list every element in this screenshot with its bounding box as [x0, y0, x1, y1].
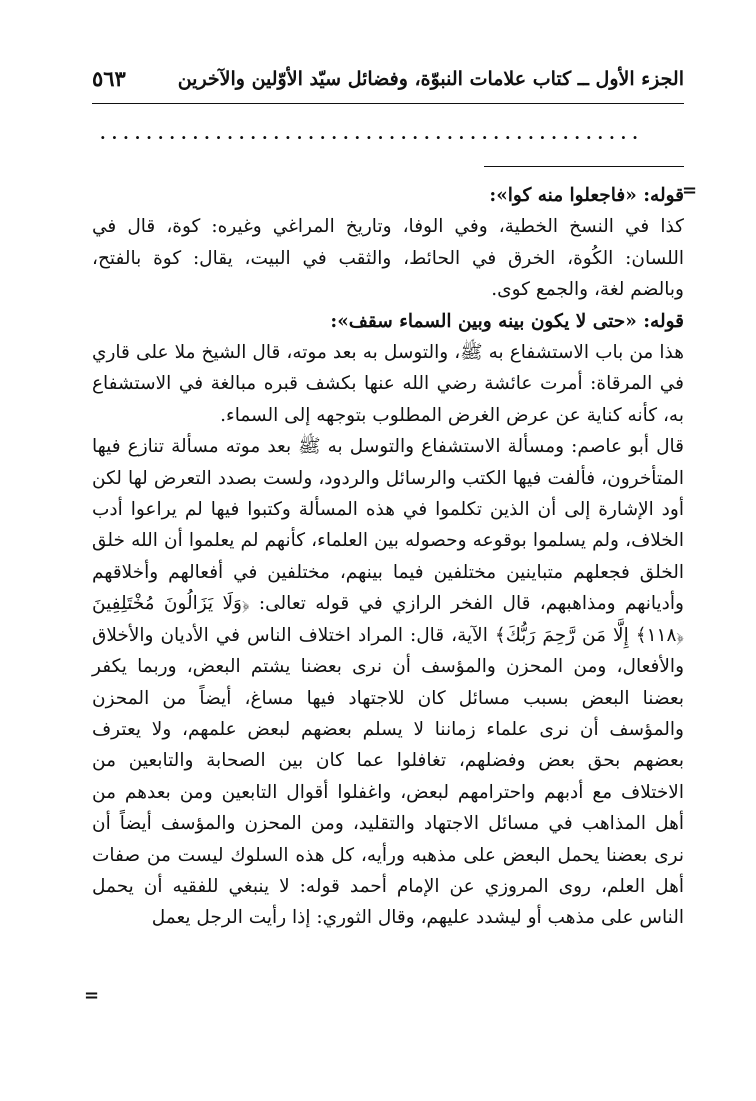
running-title: الجزء الأول ــ كتاب علامات النبوّة، وفضائل سيّد الأوّلين والآخرين: [177, 68, 684, 90]
footnote-rule: [484, 166, 684, 167]
dotted-separator: ...............................................: [100, 124, 644, 143]
footnote-heading-2: قوله: «حتى لا يكون بينه وبين السماء سقف»:: [330, 310, 684, 332]
footnote-continuation-mark-bottom: =: [84, 985, 100, 1006]
footnote-text: [92, 180, 684, 934]
footnote-paragraph-3: قال أبو عاصم: ومسألة الاستشفاع والتوسل به ﷺ بعد موته مسألة تنازع فيها المتأخرون، فألفت فيها الكتب والرسائل والردود، ولست بصدد التعرض لها لكن أود الإشارة إلى أن الذين تكلموا في هذه المسألة وكتبوا فيها لم يراعوا أدب الخلاف، ولم يسلموا بوقوعه وحصوله بين العلماء، كأنهم لم يعلموا أن الله خلق الخلق فجعلهم متباينين مختلفين فيما بينهم، مختلفين في أفعالهم وأخلاقهم وأديانهم ومذاهبهم، قال الفخر الرازي في قوله تعالى: ﴿وَلَا يَزَالُونَ مُخْتَلِفِينَ ﴿١١٨﴾ إِلَّا مَن رَّحِمَ رَبُّكَ﴾ الآية، قال: المراد اختلاف الناس في الأديان والأخلاق والأفعال، ومن المحزن والمؤسف أن نرى بعضنا يشتم البعض، وربما يكفر بعضنا البعض بسبب مسائل كان للاجتهاد فيها مساغ، أيضاً من المحزن والمؤسف أن نرى علماء زماننا لا يسلم بعضهم لبعض علمهم، ولا يعترف بعضهم بحق بعض وفضلهم، تغافلوا عما كان بين الصحابة والتابعين من الاختلاف مع أدبهم واحترامهم لبعض، واغفلوا أقوال التابعين ومن بعدهم من أهل المذاهب في مسائل الاجتهاد والتقليد، ومن المحزن والمؤسف أيضاً أن نرى بعضنا يحمل البعض على مذهبه ورأيه، كل هذه السلوك ليست من صفات أهل العلم، روى المروزي عن الإمام أحمد قوله: لا ينبغي للفقيه أن يحمل الناس على مذهب أو ليشدد عليهم، وقال الثوري: إذا رأيت الرجل يعمل: [92, 436, 684, 929]
page-header: [92, 64, 684, 100]
footnote-paragraph-1: كذا في النسخ الخطية، وفي الوفا، وتاريخ المراغي وغيره: كوة، قال في اللسان: الكُوة، الخرق في الحائط، والثقب في البيت، يقال: كوة بالفتح، وبالضم لغة، والجمع كوى.: [92, 216, 684, 301]
footnote-paragraph-2: هذا من باب الاستشفاع به ﷺ، والتوسل به بعد موته، قال الشيخ ملا على قاري في المرقاة: أمرت عائشة رضي الله عنها بكشف قبره مبالغة في الاستشفاع به، كأنه كناية عن عرض الغرض المطلوب بتوجهه إلى السماء.: [92, 342, 684, 426]
page-number: ٥٦٣: [92, 66, 126, 91]
header-rule: [92, 103, 684, 104]
footnote-heading-1: قوله: «فاجعلوا منه كوا»:: [489, 185, 684, 206]
footnote-continuation-mark-top: =: [682, 180, 698, 201]
